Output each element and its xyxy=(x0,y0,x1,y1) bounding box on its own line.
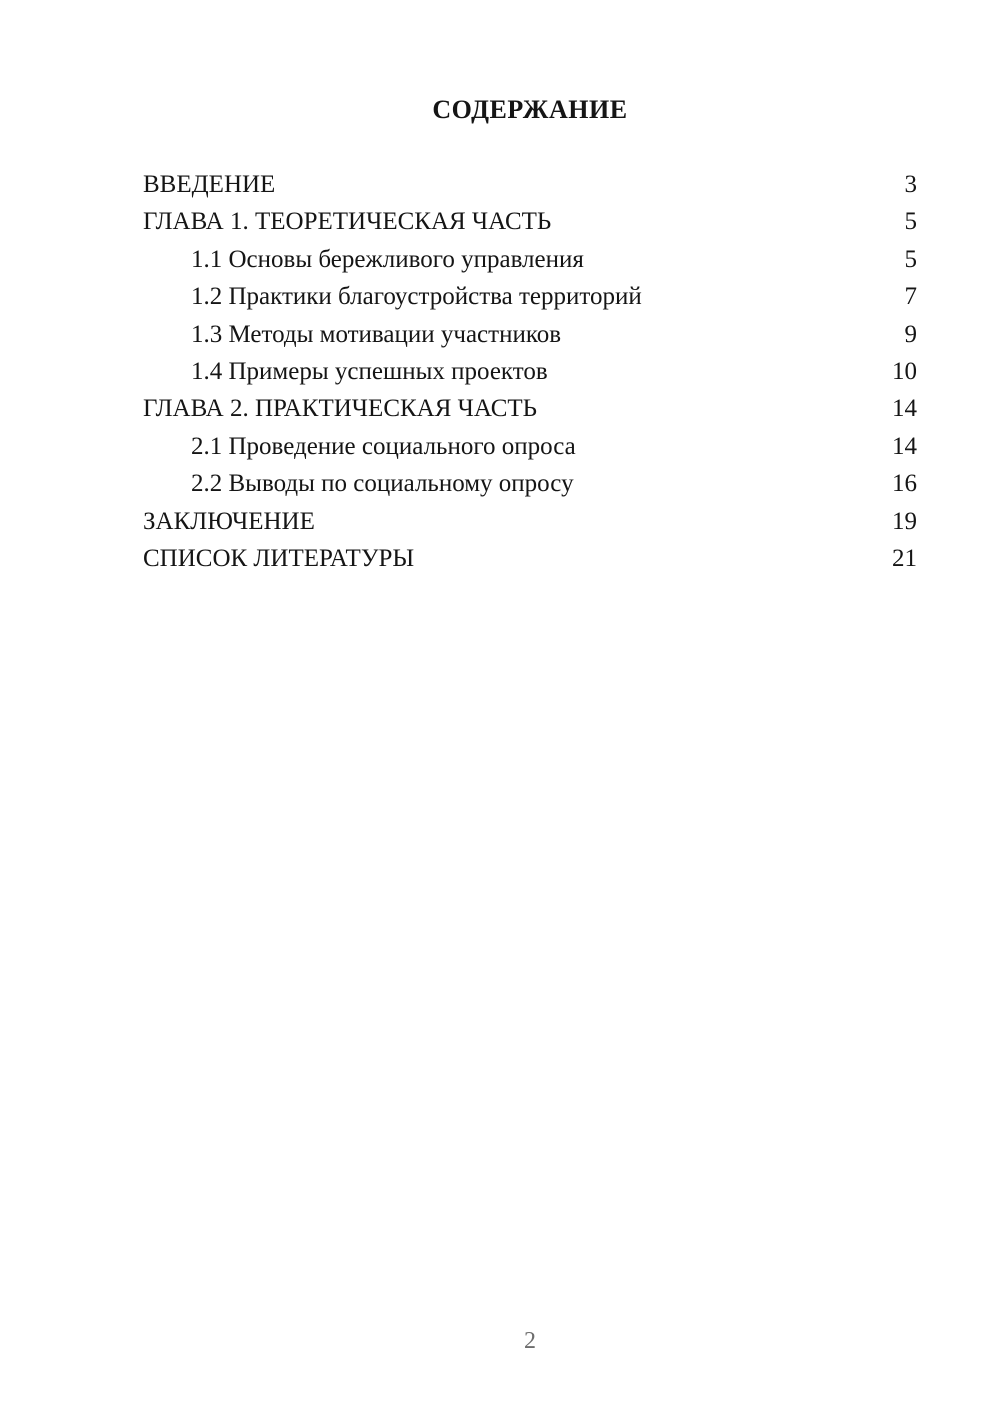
toc-entry-label: ГЛАВА 2. ПРАКТИЧЕСКАЯ ЧАСТЬ xyxy=(143,395,538,423)
toc-entry xyxy=(143,241,917,278)
page-number: 2 xyxy=(524,1328,536,1354)
toc-entry xyxy=(143,353,917,390)
toc-entry-label: 2.2 Выводы по социальному опросу xyxy=(191,470,574,498)
toc-entry xyxy=(143,166,917,203)
toc-entry xyxy=(143,503,917,540)
toc-entry-page: 19 xyxy=(892,507,917,535)
toc-entry-label: ГЛАВА 1. ТЕОРЕТИЧЕСКАЯ ЧАСТЬ xyxy=(143,208,552,236)
toc-entry-page: 14 xyxy=(892,395,917,423)
toc-entry-page: 9 xyxy=(904,320,917,348)
toc-entry xyxy=(143,390,917,427)
toc-entry-label: 1.3 Методы мотивации участников xyxy=(191,320,562,348)
toc-entry-label: 2.1 Проведение социального опроса xyxy=(191,432,576,460)
toc-title: СОДЕРЖАНИЕ xyxy=(432,95,628,124)
toc-entry-label: ЗАКЛЮЧЕНИЕ xyxy=(143,507,315,535)
toc-entry xyxy=(143,540,917,577)
toc-entry xyxy=(143,316,917,353)
toc-entry-label: СПИСОК ЛИТЕРАТУРЫ xyxy=(143,545,415,573)
toc-entry xyxy=(143,278,917,315)
toc-entry xyxy=(143,428,917,465)
toc-entry-page: 5 xyxy=(904,245,917,273)
toc-entry-label: ВВЕДЕНИЕ xyxy=(143,171,276,198)
toc-list xyxy=(143,166,917,577)
toc-entry-label: 1.2 Практики благоустройства территорий xyxy=(191,283,642,311)
page-content xyxy=(143,0,917,577)
toc-entry-label: 1.1 Основы бережливого управления xyxy=(191,245,584,273)
toc-entry-page: 10 xyxy=(892,358,917,386)
toc-entry-page: 14 xyxy=(892,432,917,460)
toc-entry-page: 3 xyxy=(904,171,917,198)
toc-entry-page: 16 xyxy=(892,470,917,498)
toc-entry-page: 7 xyxy=(904,283,917,311)
toc-entry xyxy=(143,465,917,502)
toc-entry-page: 5 xyxy=(904,208,917,236)
toc-entry-page: 21 xyxy=(892,545,917,573)
toc-entry-label: 1.4 Примеры успешных проектов xyxy=(191,358,548,386)
toc-entry xyxy=(143,203,917,240)
